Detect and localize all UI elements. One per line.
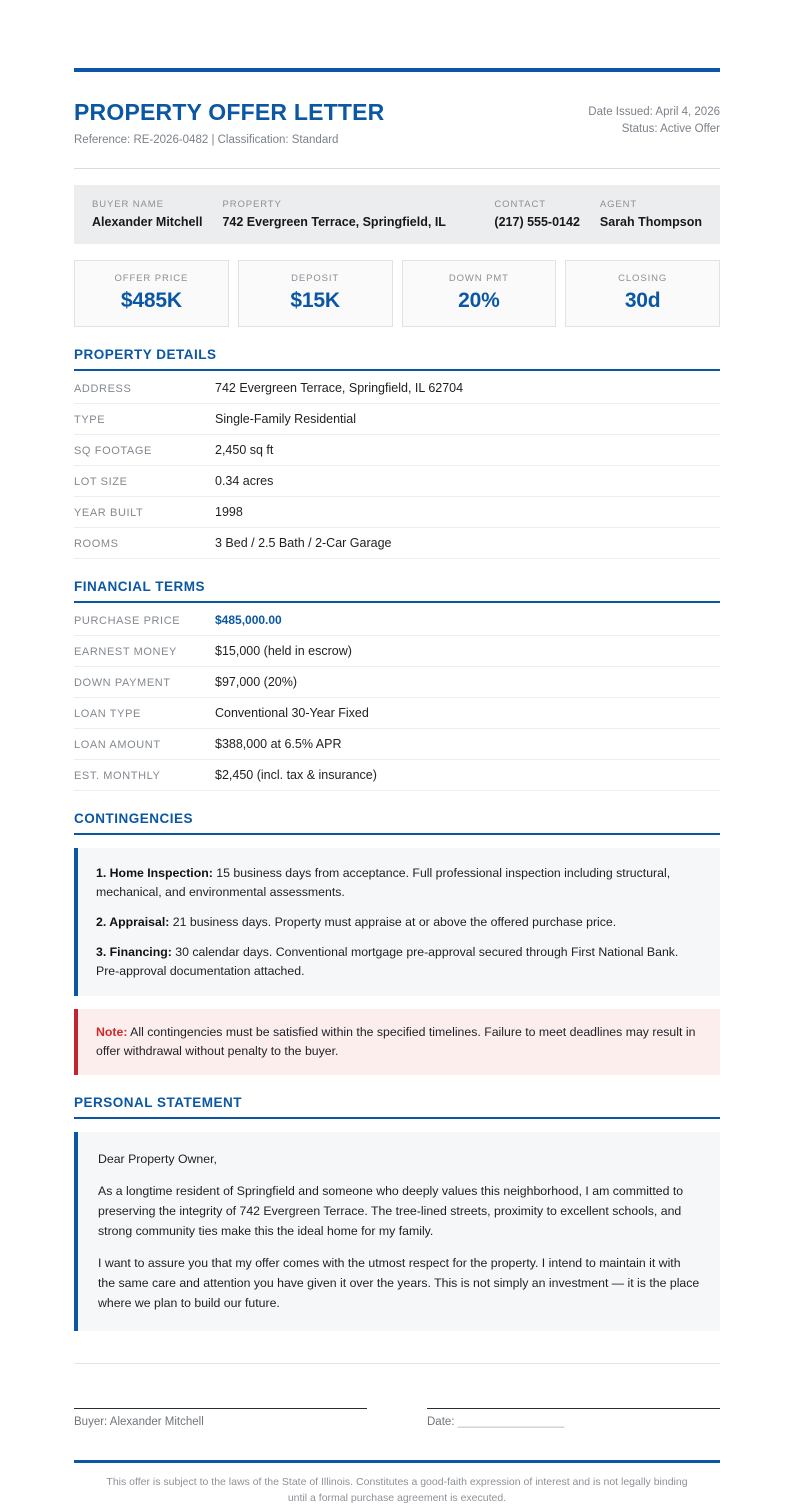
signature-line-buyer: [74, 1408, 367, 1409]
statement-salutation: Dear Property Owner,: [98, 1151, 217, 1166]
party-value-contact: (217) 555-0142: [494, 215, 580, 230]
date-issued: Date Issued: April 4, 2026: [588, 106, 720, 118]
party-value-agent: Sarah Thompson: [599, 215, 702, 230]
party-summary-bar: [74, 185, 720, 244]
party-value-property: 742 Evergreen Terrace, Springfield, IL: [222, 215, 446, 230]
statement-paragraph-2: I want to assure you that my offer comes with the utmost respect for the property. I intend to maintain it with the same care and attention you have given it over the years. This is not simply an investment — it is the place where we plan to build our future.: [98, 1256, 700, 1310]
header-meta-block: [588, 100, 720, 139]
section-personal-statement: [74, 1095, 720, 1332]
row-key-address: ADDRESS: [74, 383, 132, 396]
metric-label-down-pmt: DOWN PMT: [448, 273, 509, 285]
signature-line-date: [427, 1408, 720, 1409]
metric-card-down-pmt: [402, 260, 557, 327]
table-row: [74, 636, 720, 667]
row-value-sq-footage: 2,450 sq ft: [215, 443, 274, 458]
date-blank-field: __________________: [457, 1416, 564, 1429]
section-title-personal-statement: PERSONAL STATEMENT: [74, 1095, 720, 1119]
contingency-body-3: 30 calendar days. Conventional mortgage pre-approval secured through First National Bank. Pre-approval documentation attached.: [96, 945, 679, 979]
row-key-rooms: ROOMS: [74, 538, 119, 551]
date-label: Date:: [427, 1416, 455, 1429]
page-title: PROPERTY OFFER LETTER: [74, 99, 385, 125]
section-title-property-details: PROPERTY DETAILS: [74, 347, 720, 371]
section-property-details: [74, 347, 720, 559]
row-value-loan-amount: $388,000 at 6.5% APR: [215, 737, 342, 752]
personal-statement-box: [74, 1132, 720, 1332]
table-row: [74, 528, 720, 559]
table-row: [74, 667, 720, 698]
row-key-loan-type: LOAN TYPE: [74, 708, 141, 721]
party-label-agent: AGENT: [599, 199, 638, 211]
row-key-purchase-price: PURCHASE PRICE: [74, 615, 181, 628]
metric-card-offer-price: [74, 260, 229, 327]
table-row: [74, 698, 720, 729]
note-paragraph: [96, 1023, 702, 1061]
row-value-loan-type: Conventional 30-Year Fixed: [215, 706, 369, 721]
row-key-year-built: YEAR BUILT: [74, 507, 144, 520]
metric-label-deposit: DEPOSIT: [291, 273, 340, 285]
document-page: [0, 68, 794, 1506]
row-key-sq-footage: SQ FOOTAGE: [74, 445, 152, 458]
contingency-lead-1: 1. Home Inspection:: [96, 866, 213, 881]
row-value-down-payment: $97,000 (20%): [215, 675, 298, 690]
metric-card-deposit: [238, 260, 393, 327]
contingency-body-2: 21 business days. Property must appraise at or above the offered purchase price.: [169, 915, 617, 930]
signature-block-date: [427, 1408, 720, 1428]
party-label-contact: CONTACT: [494, 199, 546, 211]
table-row: [74, 497, 720, 528]
metric-value-down-pmt: 20%: [458, 289, 500, 313]
row-key-earnest-money: EARNEST MONEY: [74, 646, 177, 659]
table-row: [74, 729, 720, 760]
note-body-text: All contingencies must be satisfied within the specified timelines. Failure to meet deadlines may result in offer withdrawal without penalty to the buyer.: [96, 1024, 696, 1058]
metric-value-offer-price: $485K: [120, 289, 182, 313]
financial-terms-table: [74, 605, 720, 791]
status-text: Status: Active Offer: [621, 123, 720, 136]
footer-disclaimer: This offer is subject to the laws of the State of Illinois. Constitutes a good-faith expression of interest and is not legally binding until a formal purchase agreement is executed.: [106, 1476, 688, 1505]
property-details-table: [74, 373, 720, 559]
contingency-lead-3: 3. Financing:: [96, 945, 172, 960]
note-callout: [74, 1009, 720, 1075]
header-divider: [74, 168, 720, 169]
row-key-loan-amount: LOAN AMOUNT: [74, 739, 161, 752]
table-row: [74, 605, 720, 636]
party-cell-agent: [600, 199, 702, 229]
party-label-property: PROPERTY: [222, 199, 282, 211]
metric-label-offer-price: OFFER PRICE: [114, 273, 189, 285]
row-value-earnest-money: $15,000 (held in escrow): [215, 644, 352, 659]
signature-caption-date: [427, 1416, 720, 1428]
metric-value-closing: 30d: [624, 289, 661, 313]
row-key-est-monthly: EST. MONTHLY: [74, 770, 161, 783]
row-value-year-built: 1998: [215, 505, 243, 520]
header-left-block: [74, 100, 384, 146]
section-financial-terms: [74, 579, 720, 791]
row-key-lot-size: LOT SIZE: [74, 476, 128, 489]
section-contingencies: [74, 811, 720, 1074]
section-title-financial-terms: FINANCIAL TERMS: [74, 579, 720, 603]
signature-caption-buyer: Buyer: Alexander Mitchell: [74, 1416, 204, 1429]
contingency-lead-2: 2. Appraisal:: [96, 915, 170, 930]
document-reference: Reference: RE-2026-0482 | Classification: Standard: [74, 134, 339, 147]
table-row: [74, 404, 720, 435]
party-label-buyer: BUYER NAME: [92, 199, 164, 211]
contingency-body-1: 15 business days from acceptance. Full professional inspection including structural, mechanical, and environmental assessments.: [96, 866, 671, 900]
signature-area: [74, 1408, 720, 1428]
row-value-address: 742 Evergreen Terrace, Springfield, IL 62704: [215, 381, 464, 396]
party-cell-property: [222, 199, 494, 229]
table-row: [74, 760, 720, 791]
party-cell-contact: [494, 199, 599, 229]
row-value-rooms: 3 Bed / 2.5 Bath / 2-Car Garage: [215, 536, 392, 551]
contingency-item: [96, 864, 702, 902]
party-value-buyer: Alexander Mitchell: [92, 215, 203, 230]
contingencies-callout: [74, 848, 720, 995]
signature-divider: [74, 1363, 720, 1364]
document-header: [74, 72, 720, 146]
metric-label-closing: CLOSING: [618, 273, 668, 285]
table-row: [74, 466, 720, 497]
party-cell-buyer: [92, 199, 222, 229]
row-value-purchase-price: $485,000.00: [215, 613, 282, 628]
contingency-item: [96, 913, 702, 932]
row-value-lot-size: 0.34 acres: [215, 474, 274, 489]
table-row: [74, 435, 720, 466]
row-value-type: Single-Family Residential: [215, 412, 357, 427]
section-title-contingencies: CONTINGENCIES: [74, 811, 720, 835]
table-row: [74, 373, 720, 404]
row-key-type: TYPE: [74, 414, 106, 427]
contingency-item: [96, 943, 702, 981]
signature-block-buyer: [74, 1408, 367, 1428]
metric-card-row: [74, 260, 720, 327]
row-value-est-monthly: $2,450 (incl. tax & insurance): [215, 768, 377, 783]
metric-value-deposit: $15K: [290, 289, 340, 313]
metric-card-closing: [565, 260, 720, 327]
row-key-down-payment: DOWN PAYMENT: [74, 677, 171, 690]
note-lead-label: Note:: [96, 1024, 128, 1039]
statement-paragraph-1: As a longtime resident of Springfield and someone who deeply values this neighborhood, I am committed to preserving the integrity of 742 Evergreen Terrace. The tree-lined streets, proximity to excellent schools, and strong community ties make this the ideal home for my family.: [98, 1184, 684, 1238]
